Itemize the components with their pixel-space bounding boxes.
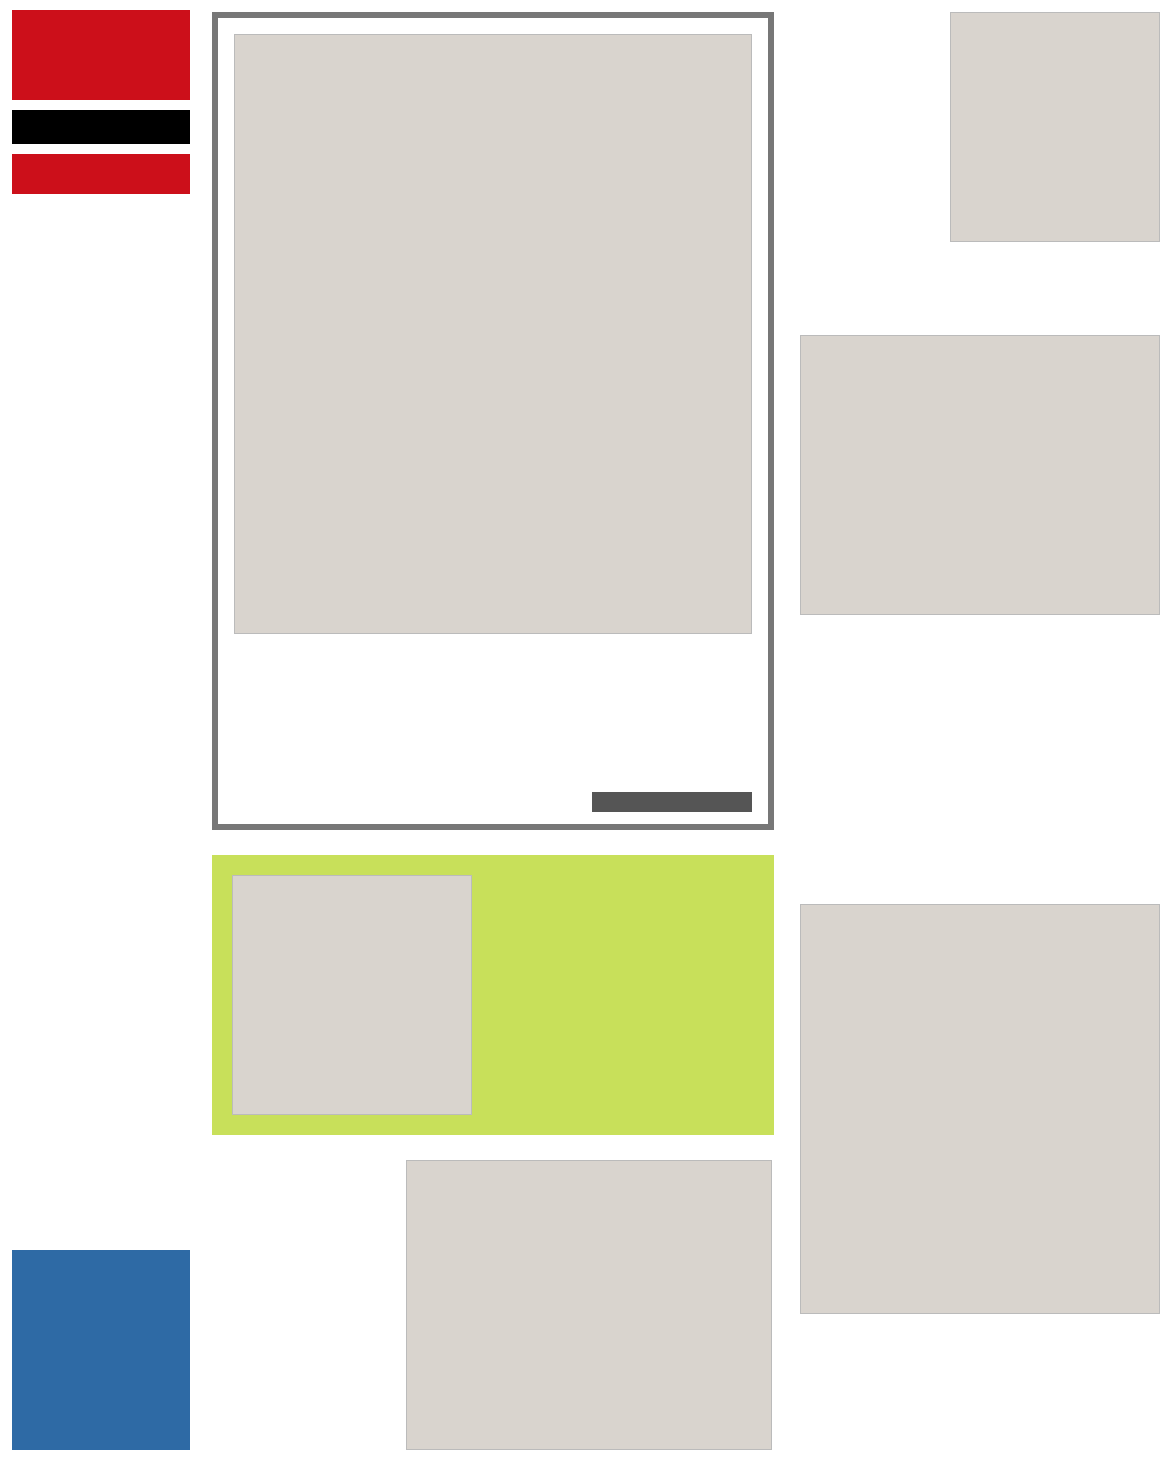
story-breaches xyxy=(800,335,1160,835)
comment-header xyxy=(12,154,190,194)
story-no xyxy=(800,12,1160,312)
story-breaches-photo xyxy=(800,335,1160,615)
story-kids xyxy=(212,855,774,1135)
contact-box xyxy=(12,1250,190,1450)
story-sacrifice-title xyxy=(800,858,1160,898)
story-breaches-title xyxy=(800,623,1160,663)
story-kids-title xyxy=(488,883,754,923)
story-sacrifice xyxy=(800,850,1160,1450)
masthead xyxy=(12,10,190,100)
story-sacrifice-photo xyxy=(800,904,1160,1314)
issue-date xyxy=(12,110,190,144)
main-story-photo xyxy=(234,34,752,634)
main-story-byline xyxy=(592,792,752,812)
main-story xyxy=(212,12,774,830)
story-love-photo xyxy=(406,1160,772,1450)
story-no-photo xyxy=(950,12,1160,242)
main-story-title xyxy=(234,642,752,682)
story-love-title xyxy=(212,1168,392,1208)
story-love xyxy=(212,1160,772,1450)
story-love-text xyxy=(212,1160,392,1450)
story-kids-photo xyxy=(232,875,472,1115)
comment-body xyxy=(12,214,190,1240)
left-column xyxy=(12,10,190,1450)
story-kids-text xyxy=(488,875,754,1115)
